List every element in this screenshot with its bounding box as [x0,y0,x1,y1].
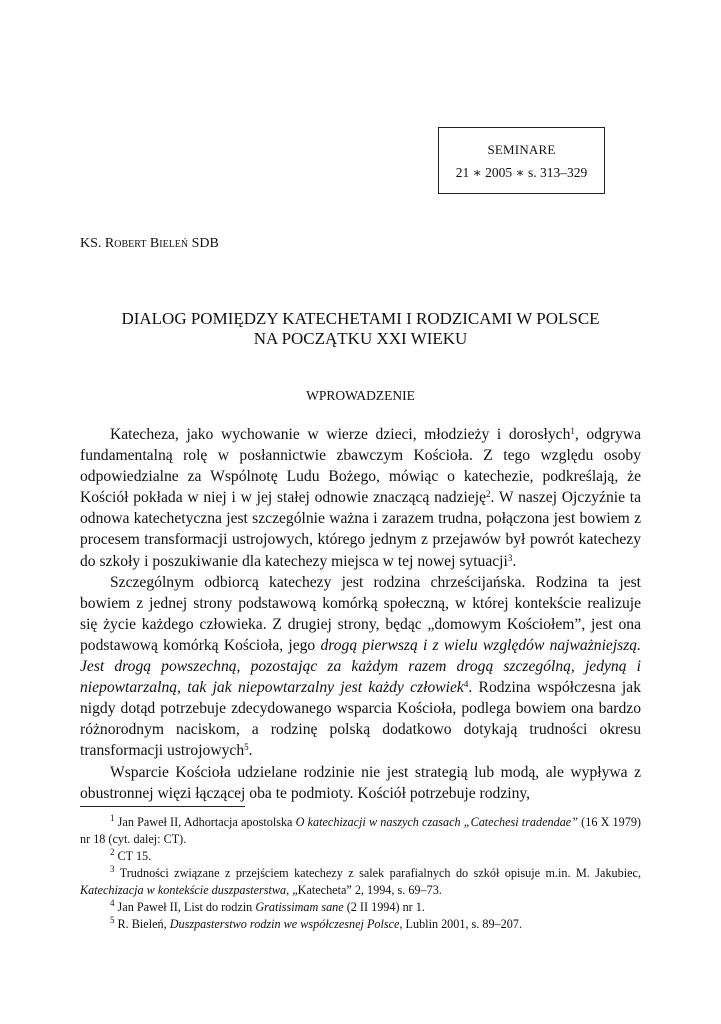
text-run: Trudności związane z przejściem katechezy z salek parafialnych do szkół opisuje m.in. M. Jakubiec, [114,866,641,880]
footnote-ref-2: 2 [486,489,491,500]
footnote-number: 5 [110,915,115,925]
footnote-number: 4 [110,898,115,908]
text-run: . W naszej Ojczyźnie ta odnowa katechetyczna jest szczególnie ważna i zarazem trudna, połączona jest bowiem z procesem transformacji ustrojowych, którego jednym z przejawów był powrót katechezy do szkoły i poszukiwanie dla katechezy miejsca w tej nowej sytuacji [80,489,641,570]
footnote-ref-4: 4 [463,679,469,690]
text-run: Jan Paweł II, List do rodzin [114,900,256,914]
text-run: , odgrywa fundamentalną rolę w posłannictwie zbawczym Kościoła. Z tego względu osoby odpowiedzialne za Wspólnotę Ludu Bożego, mówiąc o katechezie, podkreślają, że Kościół pokłada w niej i w jej stałej odnowie znaczącą nadzieję [80,426,641,507]
text-run: Szczególnym odbiorcą katechezy jest rodzina chrześcijańska. Rodzina ta jest bowiem z jednej strony podstawową komórką społeczną, w której kontekście realizuje się życie każdego człowieka. Z drugiej strony, będąc „domowym Kościołem”, jest ona podstawową komórką Kościoła, jego [80,573,641,654]
text-run: . [512,552,517,570]
italic-title: Duszpasterstwo rodzin we współczesnej Polsce [169,917,400,931]
article-title [80,309,641,349]
footnote-ref-1: 1 [570,426,575,436]
paragraph-1 [80,424,641,572]
italic-quote: drogą pierwszą i z wielu względów najważniejszą. Jest drogą powszechną, pozostając za każdym razem drogą szczególną, jedyną i niepowtarzalną, tak jak niepowtarzalny jest każdy człowiek [80,636,641,697]
section-heading: WPROWADZENIE [306,388,415,403]
italic-title: Katechizacja w kontekście duszpasterstwa [80,883,287,897]
paragraph-2 [80,572,641,762]
footnote-number: 2 [110,847,115,857]
footnote-4 [80,899,641,916]
title-line-1: DIALOG POMIĘDZY KATECHETAMI I RODZICAMI W POLSCE [121,309,600,328]
journal-name: SEMINARE [487,142,556,157]
author-prefix: KS. [80,236,105,251]
text-run: CT 15. [114,849,152,863]
footnotes [80,814,641,933]
footnote-ref-5: 5 [244,742,249,753]
italic-title: O katechizacji w naszych czasach „Catechesi tradendae” [295,815,578,829]
text-run: . [248,742,253,760]
text-run: (2 II 1994) nr 1. [343,900,425,914]
title-line-2: NA POCZĄTKU XXI WIEKU [253,329,468,348]
paragraph-3: Wsparcie Kościoła udzielane rodzinie nie jest strategią lub modą, ale wypływa z obustronnej więzi łączącej oba te podmioty. Kościół potrzebuje rodziny, [80,763,641,802]
author-name: Robert Bieleń [104,236,189,251]
text-run: . Rodzina współczesna jak nigdy dotąd potrzebuje zdecydowanego wsparcia Kościoła, podlega bowiem ona bardzo różnorodnym naciskom, a rodzinę polską dodatkowo dotykają trudności okresu transformacji ustrojowych [80,679,641,760]
footnote-5 [80,916,641,933]
footnote-2 [80,848,641,865]
journal-citation: 21 ∗ 2005 ∗ s. 313–329 [455,165,588,180]
text-run: R. Bieleń, [114,917,170,931]
body-text [80,424,641,804]
footnote-1 [80,814,641,848]
footnote-number: 3 [110,864,115,874]
italic-title: Gratissimam sane [255,900,344,914]
footnote-separator [80,806,245,807]
author-suffix: SDB [188,236,219,251]
journal-reference-box [438,127,605,194]
text-run: , „Katecheta” 2, 1994, s. 69–73. [286,883,442,897]
author-line [80,236,219,252]
text-run: , Lublin 2001, s. 89–207. [399,917,523,931]
footnote-ref-3: 3 [507,552,513,563]
text-run: Katecheza, jako wychowanie w wierze dzieci, młodzieży i dorosłych [110,426,571,443]
text-run: Jan Paweł II, Adhortacja apostolska [114,815,296,829]
text-run: (16 X 1979) nr 18 (cyt. dalej: CT). [80,815,641,846]
footnote-number: 1 [110,813,115,823]
footnote-3 [80,865,641,899]
